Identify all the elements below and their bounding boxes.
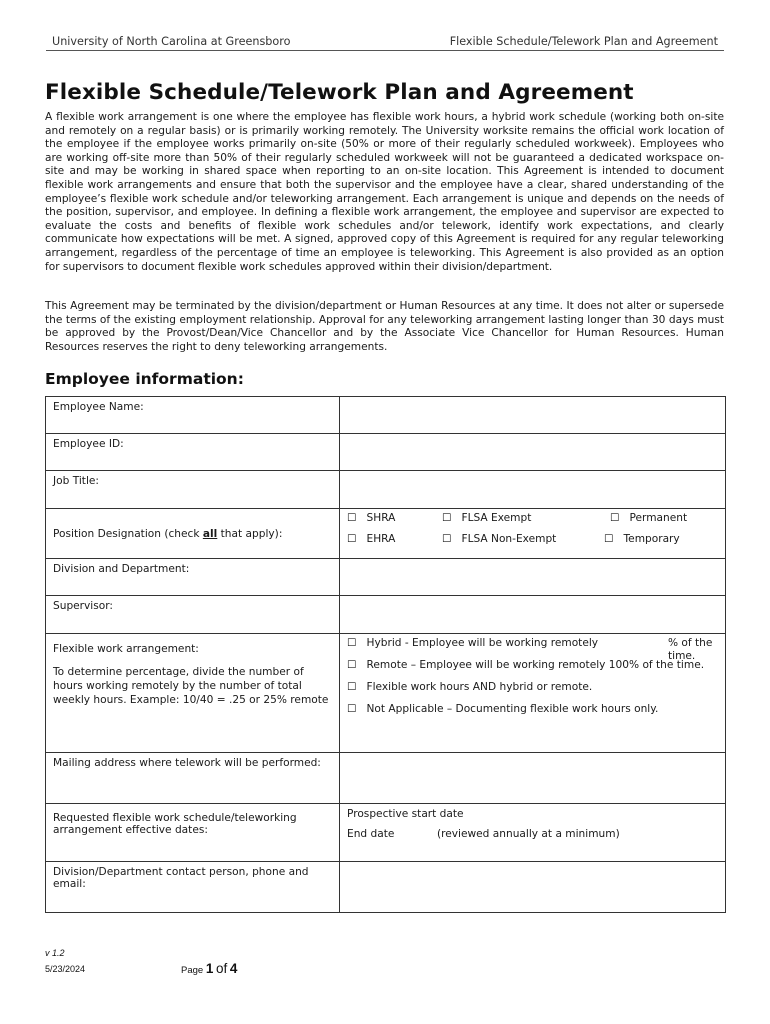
label-employee-id: Employee ID: — [53, 438, 124, 450]
running-header — [46, 34, 724, 51]
field-start-date[interactable]: Prospective start date — [347, 808, 464, 820]
row-effective-dates — [46, 804, 726, 862]
hybrid-percent-suffix: % of the time. — [668, 637, 713, 662]
checkbox-shra[interactable]: ☐ SHRA — [347, 512, 396, 524]
intro-paragraph-2: This Agreement may be terminated by the division/department or Human Resources at any time. It does not alter or supersede the terms of the existing employment relationship. Approval for any teleworking arrangement lasting longer than 30 days must be approved by the Provost/Dean/Vice Chancellor and by the Associate Vice Chancellor for Human Resources. Human Resources reserves the right to deny teleworking arrangements. — [45, 300, 724, 353]
checkbox-flex-hours[interactable]: ☐ Flexible work hours AND hybrid or remote. — [347, 681, 593, 693]
checkbox-ehra[interactable]: ☐ EHRA — [347, 533, 396, 545]
row-supervisor — [46, 596, 726, 634]
checkbox-flsa-nonexempt[interactable]: ☐ FLSA Non-Exempt — [442, 533, 557, 545]
row-position-designation — [46, 509, 726, 559]
checkbox-permanent[interactable]: ☐ Permanent — [610, 512, 688, 524]
row-employee-name — [46, 397, 726, 434]
field-contact-person[interactable] — [340, 862, 726, 913]
row-contact-person — [46, 862, 726, 913]
label-division: Division and Department: — [53, 563, 190, 575]
field-division[interactable] — [340, 559, 726, 596]
footer-date: 5/23/2024 — [45, 964, 86, 974]
checkbox-temporary[interactable]: ☐ Temporary — [604, 533, 680, 545]
row-division — [46, 559, 726, 596]
row-flexible-arrangement — [46, 634, 726, 753]
page-number: Page 1 of 4 — [181, 961, 238, 976]
label-contact-person: Division/Department contact person, phone and email: — [53, 866, 309, 890]
label-effective-dates: Requested flexible work schedule/teleworking arrangement effective dates: — [53, 812, 297, 836]
label-employee-name: Employee Name: — [53, 401, 144, 413]
checkbox-remote[interactable]: ☐ Remote – Employee will be working remotely 100% of the time. — [347, 659, 705, 671]
percentage-help-text: To determine percentage, divide the number of hours working remotely by the number of total weekly hours. Example: 10/40 = .25 or 25% remote — [53, 666, 329, 706]
field-employee-id[interactable] — [340, 434, 726, 471]
row-mailing-address — [46, 753, 726, 804]
page-title: Flexible Schedule/Telework Plan and Agreement — [45, 80, 634, 105]
header-institution: University of North Carolina at Greensboro — [52, 35, 291, 48]
employee-info-table — [45, 396, 726, 913]
field-mailing-address[interactable] — [340, 753, 726, 804]
label-mailing-address: Mailing address where telework will be performed: — [53, 757, 321, 769]
checkbox-flsa-exempt[interactable]: ☐ FLSA Exempt — [442, 512, 532, 524]
field-employee-name[interactable] — [340, 397, 726, 434]
checkbox-hybrid[interactable]: ☐ Hybrid - Employee will be working remotely % of the time. — [347, 637, 718, 650]
field-end-date[interactable]: End date (reviewed annually at a minimum) — [347, 828, 620, 840]
label-flexible-arrangement: Flexible work arrangement: — [53, 643, 199, 655]
field-supervisor[interactable] — [340, 596, 726, 634]
end-date-note: (reviewed annually at a minimum) — [437, 828, 620, 840]
label-job-title: Job Title: — [53, 475, 99, 487]
checkbox-not-applicable[interactable]: ☐ Not Applicable – Documenting flexible work hours only. — [347, 703, 659, 715]
label-position-designation: Position Designation (check all that apply): — [53, 527, 283, 540]
label-supervisor: Supervisor: — [53, 600, 113, 612]
field-job-title[interactable] — [340, 471, 726, 509]
row-job-title — [46, 471, 726, 509]
section-title: Employee information: — [45, 370, 244, 388]
header-doc-title: Flexible Schedule/Telework Plan and Agreement — [449, 35, 718, 48]
version-label: v 1.2 — [45, 948, 65, 958]
row-employee-id — [46, 434, 726, 471]
intro-paragraph-1: A flexible work arrangement is one where the employee has flexible work hours, a hybrid work schedule (working both on-site and remotely on a regular basis) or is primarily working remotely. The University worksite remains the official work location of the employee if the employee works primarily on-site (50% or more of their regularly scheduled workweek). Employees who are working off-site more than 50% of their regularly scheduled workweek will not be guaranteed a dedicated workspace on-site and may be working in shared space when reporting to an on-site location. This Agreement is intended to document flexible work arrangements and ensure that both the supervisor and the employee have a clear, shared understanding of the employee’s flexible work schedule and/or teleworking arrangement. Each arrangement is unique and depends on the needs of the position, supervisor, and employee. In defining a flexible work arrangement, the employee and supervisor are expected to evaluate the costs and benefits of flexible work schedules and/or telework, identify work expectations, and clearly communicate how expectations will be met. A signed, approved copy of this Agreement is required for any regular teleworking arrangement, regardless of the percentage of time an employee is teleworking. This Agreement is also provided as an option for supervisors to document flexible work schedules approved within their division/department. — [45, 111, 724, 273]
